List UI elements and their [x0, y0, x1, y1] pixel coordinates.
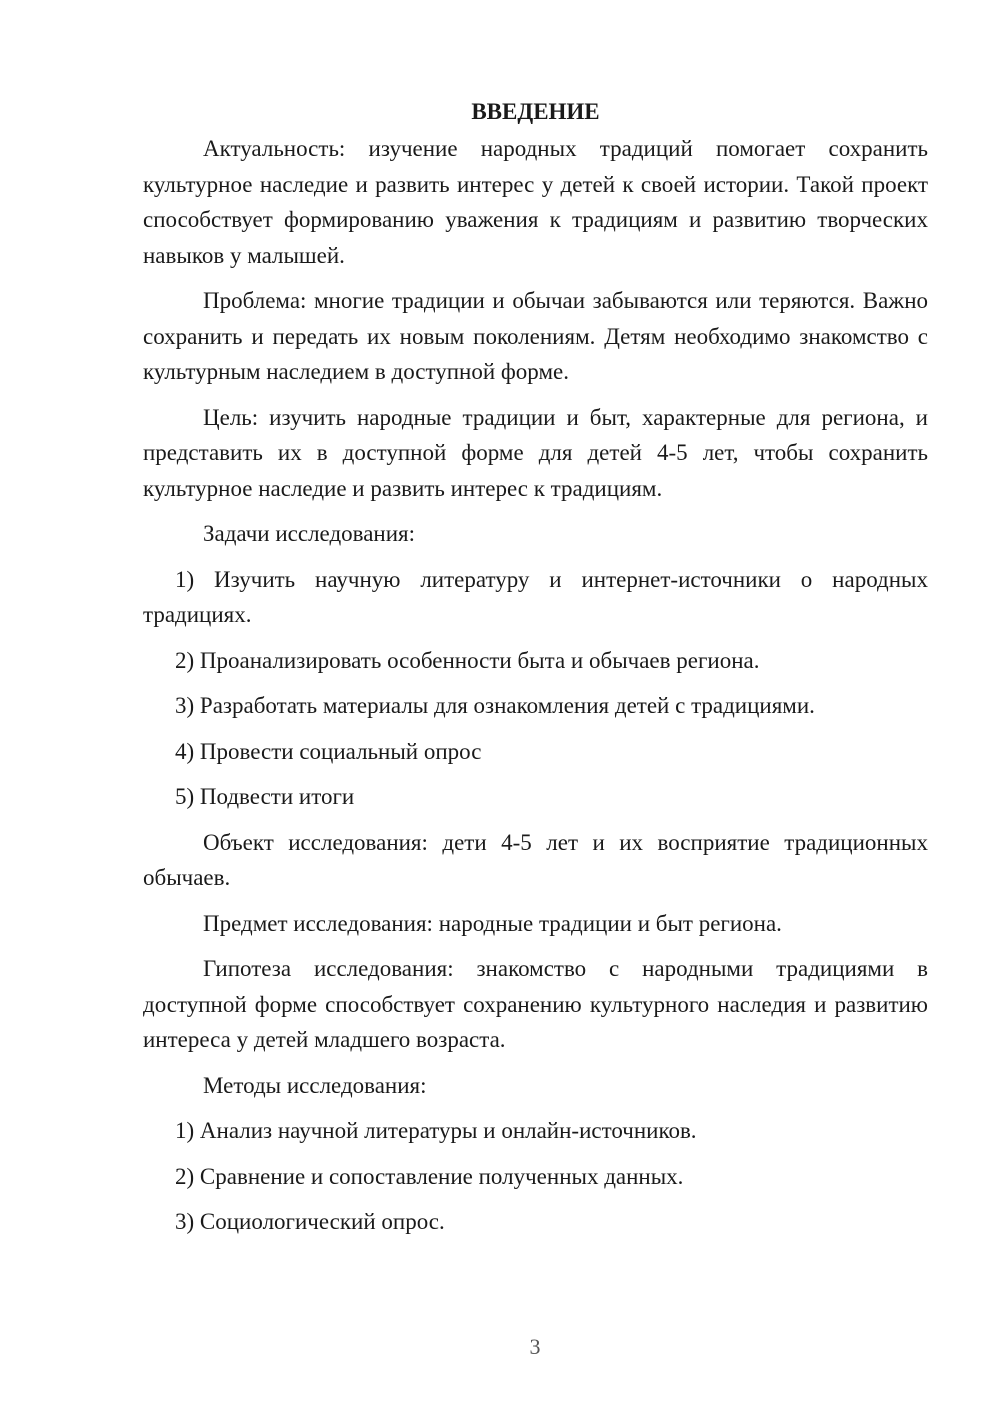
tasks-heading: Задачи исследования: — [203, 521, 416, 546]
methods-heading: Методы исследования: — [203, 1072, 427, 1098]
methods-list — [143, 1113, 928, 1240]
problem-paragraph: Проблема: многие традиции и обычаи забываются или теряются. Важно сохранить и передать их новым поколениям. Детям необходимо знакомство с культурным наследием в доступной форме. — [143, 288, 928, 384]
task-item: 3) Разработать материалы для ознакомления детей с традициями. — [175, 693, 815, 718]
object-paragraph: Объект исследования: дети 4-5 лет и их восприятие традиционных обычаев. — [143, 829, 928, 890]
task-item: 4) Провести социальный опрос — [175, 738, 482, 764]
method-item: 3) Социологический опрос. — [175, 1209, 445, 1234]
task-item: 2) Проанализировать особенности быта и обычаев региона. — [175, 647, 760, 673]
method-item: 1) Анализ научной литературы и онлайн-источников. — [175, 1118, 697, 1143]
goal-paragraph: Цель: изучить народные традиции и быт, характерные для региона, и представить их в доступной форме для детей 4-5 лет, чтобы сохранить культурное наследие и развить интерес к традициям. — [143, 404, 928, 501]
hypothesis-paragraph: Гипотеза исследования: знакомство с народными традициями в доступной форме способствует сохранению культурного наследия и развитию интереса у детей младшего возраста. — [143, 956, 928, 1052]
section-title: ВВЕДЕНИЕ — [471, 99, 600, 124]
tasks-list — [143, 562, 928, 815]
page-number: 3 — [529, 1334, 541, 1359]
subject-paragraph: Предмет исследования: народные традиции и быт региона. — [203, 910, 782, 936]
relevance-paragraph: Актуальность: изучение народных традиций помогает сохранить культурное наследие и развить интерес у детей к своей истории. Такой проект способствует формированию уважения к традициям и развитию творческих навыков у малышей. — [143, 136, 928, 268]
page-content — [143, 96, 928, 1250]
task-item: 1) Изучить научную литературу и интернет-источники о народных традициях. — [143, 566, 928, 627]
task-item: 5) Подвести итоги — [175, 784, 355, 809]
method-item: 2) Сравнение и сопоставление полученных данных. — [175, 1163, 684, 1189]
